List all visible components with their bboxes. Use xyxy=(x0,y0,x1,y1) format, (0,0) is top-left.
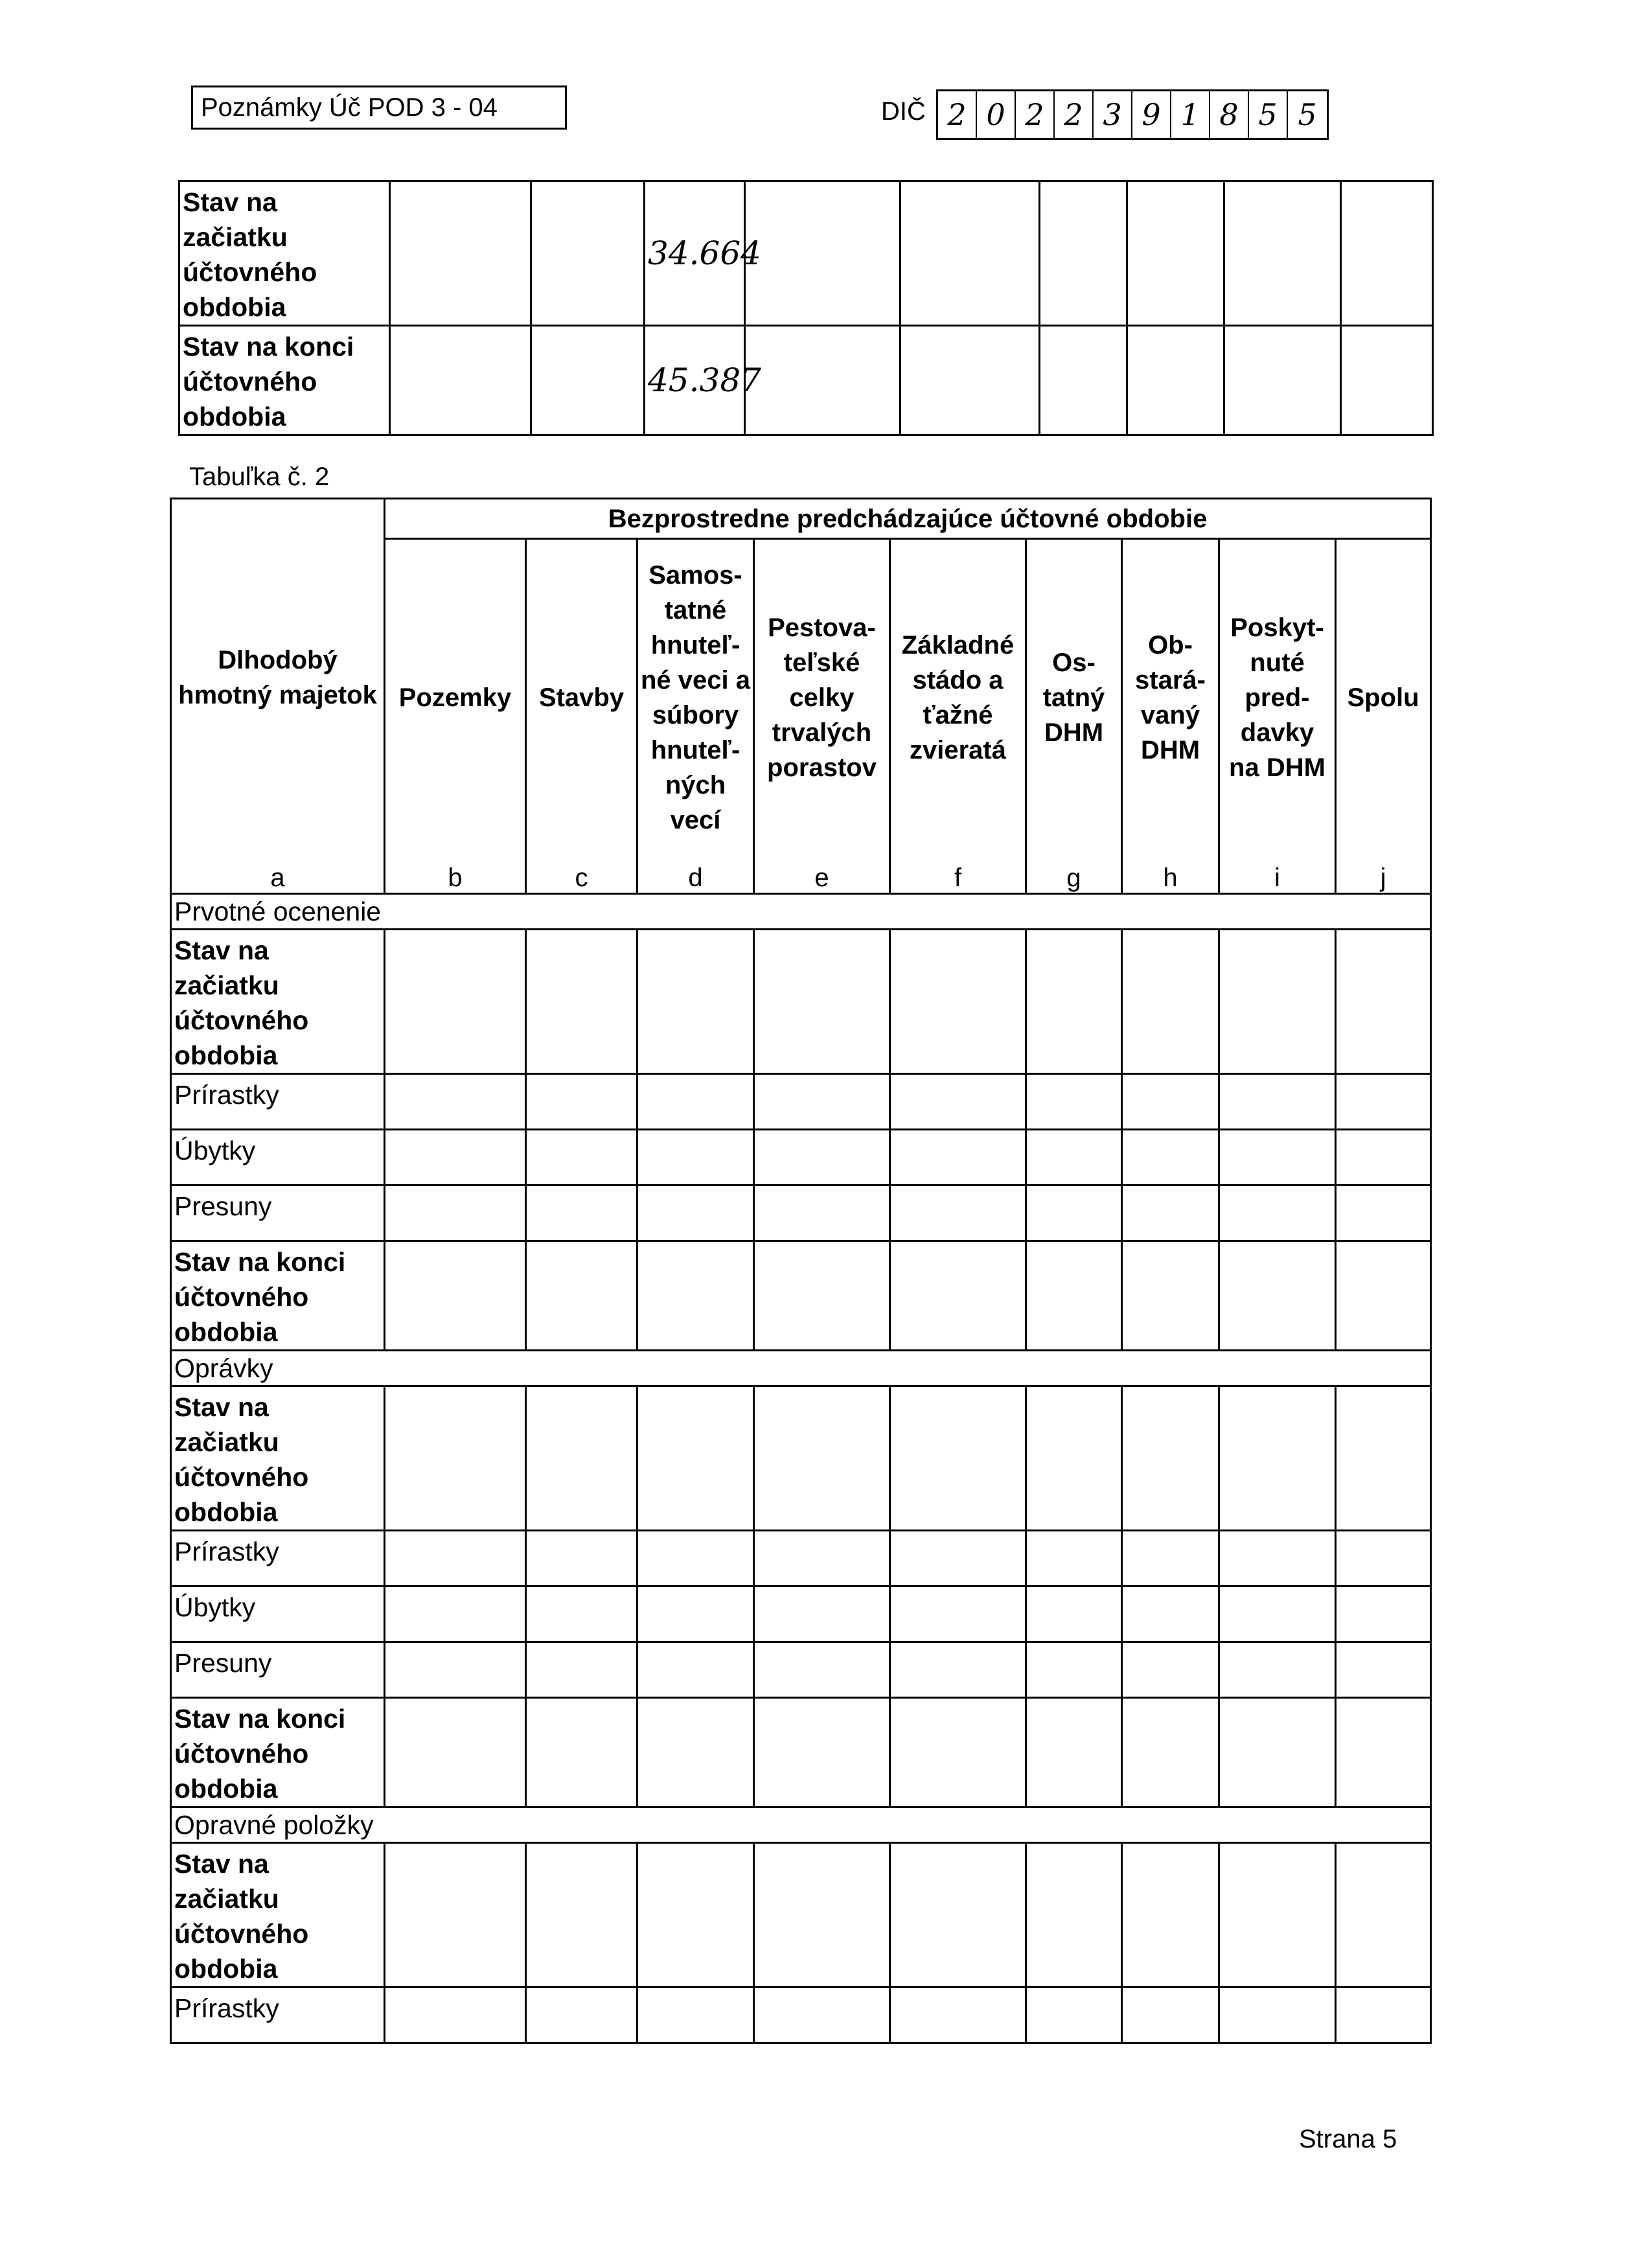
column-letter: f xyxy=(890,856,1026,894)
table-row xyxy=(171,1073,1431,1129)
row-label: Presuny xyxy=(171,1185,385,1241)
column-header: Spolu xyxy=(1336,539,1431,856)
row-label: Stav na konci účtovného obdobia xyxy=(171,1697,385,1807)
cell xyxy=(1127,326,1224,435)
table-row xyxy=(171,1842,1431,1987)
column-letter: j xyxy=(1336,856,1431,894)
column-header: Os-tatný DHM xyxy=(1026,539,1122,856)
column-header: Stavby xyxy=(526,539,637,856)
column-letter: b xyxy=(385,856,526,894)
column-letter: d xyxy=(637,856,754,894)
dic-digit: 0 xyxy=(977,91,1016,138)
table-row xyxy=(171,1987,1431,2043)
row-header: Dlhodobý hmotný majetok xyxy=(171,499,385,856)
table-row xyxy=(179,181,1433,326)
dic-digit: 8 xyxy=(1210,91,1249,138)
group-header: Bezprostredne predchádzajúce účtovné obdobie xyxy=(385,499,1431,539)
row-label: Stav na konci účtovného obdobia xyxy=(179,326,390,435)
row-label: Stav na začiatku účtovného obdobia xyxy=(171,929,385,1073)
row-label: Prírastky xyxy=(171,1987,385,2043)
table-row xyxy=(171,1185,1431,1241)
column-letter: g xyxy=(1026,856,1122,894)
cell xyxy=(390,181,531,326)
section-title: Oprávky xyxy=(171,1350,1431,1386)
section-title: Opravné položky xyxy=(171,1807,1431,1842)
table-row xyxy=(171,1530,1431,1586)
table-row xyxy=(171,1241,1431,1350)
table-row xyxy=(171,929,1431,1073)
column-letter: h xyxy=(1122,856,1219,894)
table-row xyxy=(171,1642,1431,1697)
dic-digit: 3 xyxy=(1094,91,1132,138)
column-header: Pozemky xyxy=(385,539,526,856)
row-label: Presuny xyxy=(171,1642,385,1697)
column-header: Pestova-teľské celky trvalých porastov xyxy=(754,539,890,856)
cell xyxy=(1341,181,1433,326)
section-title: Prvotné ocenenie xyxy=(171,893,1431,929)
table-row xyxy=(179,326,1433,435)
cell xyxy=(745,326,901,435)
dic-boxes xyxy=(936,89,1329,140)
column-letter: a xyxy=(171,856,385,894)
column-header: Samos-tatné hnuteľ-né veci a súbory hnuteľ-ných vecí xyxy=(637,539,754,856)
cell xyxy=(1224,181,1341,326)
dic-digit: 2 xyxy=(1055,91,1094,138)
dic-digit: 1 xyxy=(1171,91,1210,138)
cell xyxy=(901,326,1040,435)
column-letter: c xyxy=(526,856,637,894)
row-label: Úbytky xyxy=(171,1586,385,1642)
form-label: Poznámky Úč POD 3 - 04 xyxy=(191,86,567,130)
row-label: Stav na začiatku účtovného obdobia xyxy=(179,181,390,326)
row-label: Úbytky xyxy=(171,1129,385,1185)
table-row xyxy=(171,1129,1431,1185)
page-number: Strana 5 xyxy=(1299,2125,1397,2153)
dic-digit: 2 xyxy=(938,91,977,138)
cell xyxy=(531,326,645,435)
row-label: Stav na začiatku účtovného obdobia xyxy=(171,1386,385,1530)
row-label: Prírastky xyxy=(171,1530,385,1586)
handwritten-value: 34.664 xyxy=(645,181,745,326)
dic-digit: 5 xyxy=(1298,97,1317,132)
column-letter: e xyxy=(754,856,890,894)
cell xyxy=(531,181,645,326)
cell xyxy=(1040,326,1127,435)
dic-digit: 5 xyxy=(1249,91,1288,138)
table-row xyxy=(171,1586,1431,1642)
cell xyxy=(1341,326,1433,435)
table-row xyxy=(171,1386,1431,1530)
top-table xyxy=(178,180,1434,436)
dic-digit: 2 xyxy=(1016,91,1055,138)
column-header: Základné stádo a ťažné zvieratá xyxy=(890,539,1026,856)
dic-digit: 9 xyxy=(1132,91,1171,138)
dic-label: DIČ xyxy=(881,97,926,126)
cell xyxy=(390,326,531,435)
table-2 xyxy=(170,498,1432,2044)
cell xyxy=(745,181,901,326)
cell xyxy=(1040,181,1127,326)
row-label: Stav na konci účtovného obdobia xyxy=(171,1241,385,1350)
handwritten-value: 45.387 xyxy=(645,326,745,435)
table-caption: Tabuľka č. 2 xyxy=(189,463,330,491)
table-row xyxy=(171,1697,1431,1807)
column-letter: i xyxy=(1219,856,1336,894)
column-header: Poskyt-nuté pred-davky na DHM xyxy=(1219,539,1336,856)
row-label: Prírastky xyxy=(171,1073,385,1129)
column-header: Ob-stará-vaný DHM xyxy=(1122,539,1219,856)
cell xyxy=(1224,326,1341,435)
cell xyxy=(1127,181,1224,326)
row-label: Stav na začiatku účtovného obdobia xyxy=(171,1842,385,1987)
cell xyxy=(901,181,1040,326)
